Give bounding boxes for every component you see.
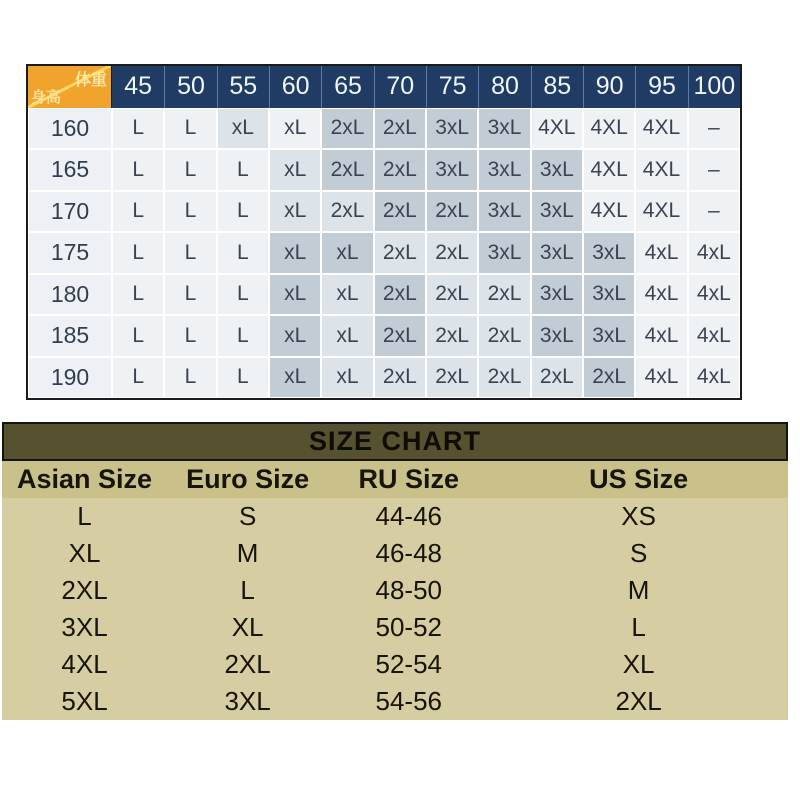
size-cell: 2xL: [478, 357, 530, 399]
size-cell: 2xL: [374, 191, 426, 233]
size-cell: 4xL: [688, 315, 740, 357]
size-cell: 4xL: [688, 357, 740, 399]
size-chart-cell: 48-50: [375, 575, 442, 605]
size-chart-cell: XS: [621, 501, 656, 531]
height-header-cell: 165: [28, 149, 112, 191]
size-cell: 4XL: [635, 149, 687, 191]
size-cell: 4xL: [635, 315, 687, 357]
height-header-cell: 170: [28, 191, 112, 233]
size-cell: L: [164, 274, 216, 316]
weight-header-cell: 100: [688, 66, 740, 108]
height-header-cell: 190: [28, 357, 112, 399]
size-chart-cell: 4XL: [61, 649, 108, 679]
size-chart-cell: M: [627, 575, 650, 605]
weight-header-cell: 85: [531, 66, 583, 108]
size-cell: 4XL: [635, 108, 687, 150]
size-cell: 2xL: [426, 274, 478, 316]
size-cell: –: [688, 108, 740, 150]
size-cell: 2xL: [374, 357, 426, 399]
size-chart-cell: 3XL: [224, 686, 271, 716]
size-cell: 4xL: [635, 232, 687, 274]
size-cell: L: [164, 191, 216, 233]
size-chart-cell: S: [238, 501, 257, 531]
weight-header-cell: 50: [164, 66, 216, 108]
size-chart-column-header: RU Size: [358, 464, 459, 494]
size-cell: 2xL: [374, 232, 426, 274]
size-chart-row: [2, 683, 788, 720]
size-cell: 2xL: [478, 315, 530, 357]
size-cell: 2xL: [321, 108, 373, 150]
size-cell: 4XL: [583, 108, 635, 150]
size-chart-cell: 2XL: [615, 686, 662, 716]
size-cell: 3xL: [531, 191, 583, 233]
size-cell: 2xL: [374, 274, 426, 316]
size-cell: xL: [269, 232, 321, 274]
size-cell: 2xL: [531, 357, 583, 399]
size-cell: xL: [321, 357, 373, 399]
height-header-cell: 160: [28, 108, 112, 150]
size-cell: 4XL: [583, 149, 635, 191]
size-cell: L: [217, 232, 269, 274]
size-cell: 3xL: [531, 315, 583, 357]
size-cell: 3xL: [583, 315, 635, 357]
size-cell: 2xL: [583, 357, 635, 399]
size-chart-cell: 52-54: [375, 649, 442, 679]
size-chart-table: [2, 422, 788, 720]
size-cell: –: [688, 191, 740, 233]
size-cell: 3xL: [478, 191, 530, 233]
size-chart-cell: 2XL: [61, 575, 108, 605]
size-cell: 2xL: [374, 149, 426, 191]
weight-header-cell: 70: [374, 66, 426, 108]
size-cell: 2xL: [426, 232, 478, 274]
size-cell: 3xL: [426, 108, 478, 150]
size-cell: –: [688, 149, 740, 191]
size-cell: L: [217, 191, 269, 233]
size-cell: L: [112, 149, 164, 191]
size-chart-cell: S: [629, 538, 648, 568]
size-cell: 3xL: [583, 274, 635, 316]
size-cell: xL: [217, 108, 269, 150]
size-chart-cell: L: [631, 612, 646, 642]
size-cell: 2xL: [374, 108, 426, 150]
size-chart-header-row: [2, 461, 788, 498]
size-chart-column-header: Asian Size: [16, 464, 153, 494]
size-cell: 3xL: [478, 149, 530, 191]
size-cell: L: [164, 232, 216, 274]
size-cell: 4xL: [635, 274, 687, 316]
size-chart-row: [2, 572, 788, 609]
size-cell: L: [112, 191, 164, 233]
height-weight-size-table: [26, 64, 742, 400]
size-cell: 4xL: [688, 232, 740, 274]
size-cell: 2xL: [426, 357, 478, 399]
size-cell: L: [217, 274, 269, 316]
size-chart-cell: XL: [68, 538, 101, 568]
weight-header-cell: 55: [217, 66, 269, 108]
size-cell: L: [164, 315, 216, 357]
size-cell: xL: [269, 274, 321, 316]
size-cell: L: [217, 315, 269, 357]
size-cell: L: [112, 357, 164, 399]
height-header-cell: 175: [28, 232, 112, 274]
size-cell: xL: [269, 315, 321, 357]
size-chart-row: [2, 498, 788, 535]
size-cell: 4XL: [531, 108, 583, 150]
size-cell: 4xL: [635, 357, 687, 399]
size-cell: 2xL: [321, 149, 373, 191]
size-chart-title: SIZE CHART: [2, 422, 788, 461]
size-cell: xL: [321, 274, 373, 316]
size-chart-cell: 44-46: [375, 501, 442, 531]
size-cell: xL: [269, 191, 321, 233]
height-header-cell: 180: [28, 274, 112, 316]
size-cell: 2xL: [321, 191, 373, 233]
size-chart-body: [2, 498, 788, 720]
size-chart-cell: 2XL: [224, 649, 271, 679]
weight-header-cell: 95: [635, 66, 687, 108]
size-chart-cell: 50-52: [375, 612, 442, 642]
size-cell: L: [112, 108, 164, 150]
size-chart-cell: 46-48: [375, 538, 442, 568]
size-cell: L: [164, 108, 216, 150]
size-cell: L: [217, 357, 269, 399]
size-chart-row: [2, 535, 788, 572]
size-cell: 3xL: [531, 149, 583, 191]
size-cell: L: [112, 315, 164, 357]
size-chart-column-header: US Size: [589, 464, 689, 494]
size-cell: xL: [321, 315, 373, 357]
weight-header-cell: 80: [478, 66, 530, 108]
height-header-cell: 185: [28, 315, 112, 357]
table-corner-cell: [28, 66, 112, 108]
size-chart-cell: M: [236, 538, 259, 568]
size-cell: xL: [269, 149, 321, 191]
size-chart-cell: XL: [622, 649, 655, 679]
size-cell: xL: [269, 357, 321, 399]
size-cell: 3xL: [478, 108, 530, 150]
size-cell: xL: [269, 108, 321, 150]
size-cell: L: [112, 232, 164, 274]
size-chart-cell: 54-56: [375, 686, 442, 716]
weight-axis-label: 体重: [74, 72, 107, 89]
weight-header-cell: 45: [112, 66, 164, 108]
size-chart-cell: XL: [231, 612, 264, 642]
size-cell: L: [164, 149, 216, 191]
size-cell: 3xL: [531, 232, 583, 274]
size-cell: 3xL: [583, 232, 635, 274]
size-cell: L: [112, 274, 164, 316]
size-cell: 2xL: [426, 191, 478, 233]
size-cell: 4XL: [635, 191, 687, 233]
weight-header-cell: 65: [321, 66, 373, 108]
size-chart-cell: 3XL: [61, 612, 108, 642]
size-cell: 4XL: [583, 191, 635, 233]
height-axis-label: 身高: [31, 88, 62, 106]
size-chart-cell: L: [77, 501, 92, 531]
size-chart-column-header: Euro Size: [186, 464, 310, 494]
size-cell: 3xL: [478, 232, 530, 274]
size-chart-row: [2, 609, 788, 646]
weight-header-cell: 75: [426, 66, 478, 108]
size-cell: 3xL: [531, 274, 583, 316]
size-chart-cell: 5XL: [61, 686, 108, 716]
size-cell: L: [164, 357, 216, 399]
size-cell: 2xL: [478, 274, 530, 316]
size-cell: 2xL: [426, 315, 478, 357]
size-cell: L: [217, 149, 269, 191]
weight-header-cell: 60: [269, 66, 321, 108]
size-cell: 2xL: [374, 315, 426, 357]
size-cell: 4xL: [688, 274, 740, 316]
size-chart-row: [2, 646, 788, 683]
size-cell: 3xL: [426, 149, 478, 191]
size-chart-cell: L: [240, 575, 255, 605]
size-cell: xL: [321, 232, 373, 274]
weight-header-cell: 90: [583, 66, 635, 108]
